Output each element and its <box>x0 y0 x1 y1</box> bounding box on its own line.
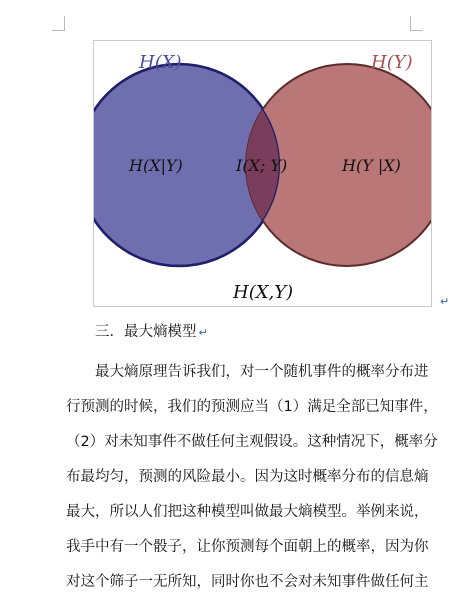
venn-diagram <box>94 41 431 306</box>
crop-mark-top-left <box>52 16 65 31</box>
section-heading-text: 三．最大熵模型 <box>95 324 197 340</box>
paragraph-mark: ↵ <box>198 326 208 339</box>
label-hx-given-y: H(X|Y) <box>129 156 183 175</box>
label-mutual-information: I(X; Y) <box>236 156 288 175</box>
label-hy-given-x: H(Y |X) <box>342 156 401 175</box>
label-hx: H(X) <box>139 52 182 73</box>
paragraph-mark: ↵ <box>440 295 450 308</box>
paragraph-line: 最大，所以人们把这种模型叫做最大熵模型。举例来说， <box>66 504 429 520</box>
paragraph-line: （2）对未知事件不做任何主观假设。这种情况下，概率分 <box>66 434 438 450</box>
paragraph-line: 最大熵原理告诉我们，对一个随机事件的概率分布进 <box>95 364 429 380</box>
venn-figure[interactable] <box>93 40 432 307</box>
paragraph-line: 对这个筛子一无所知，同时你也不会对未知事件做任何主 <box>66 574 429 590</box>
paragraph-line: 行预测的时候，我们的预测应当（1）满足全部已知事件， <box>66 399 438 415</box>
label-joint-entropy: H(X,Y) <box>233 282 294 303</box>
paragraph-line: 布最均匀，预测的风险最小。因为这时概率分布的信息熵 <box>66 469 429 485</box>
crop-mark-top-right <box>410 16 423 31</box>
label-hy: H(Y) <box>371 52 413 73</box>
paragraph-line: 我手中有一个骰子，让你预测每个面朝上的概率，因为你 <box>66 539 429 555</box>
section-heading <box>95 322 208 342</box>
